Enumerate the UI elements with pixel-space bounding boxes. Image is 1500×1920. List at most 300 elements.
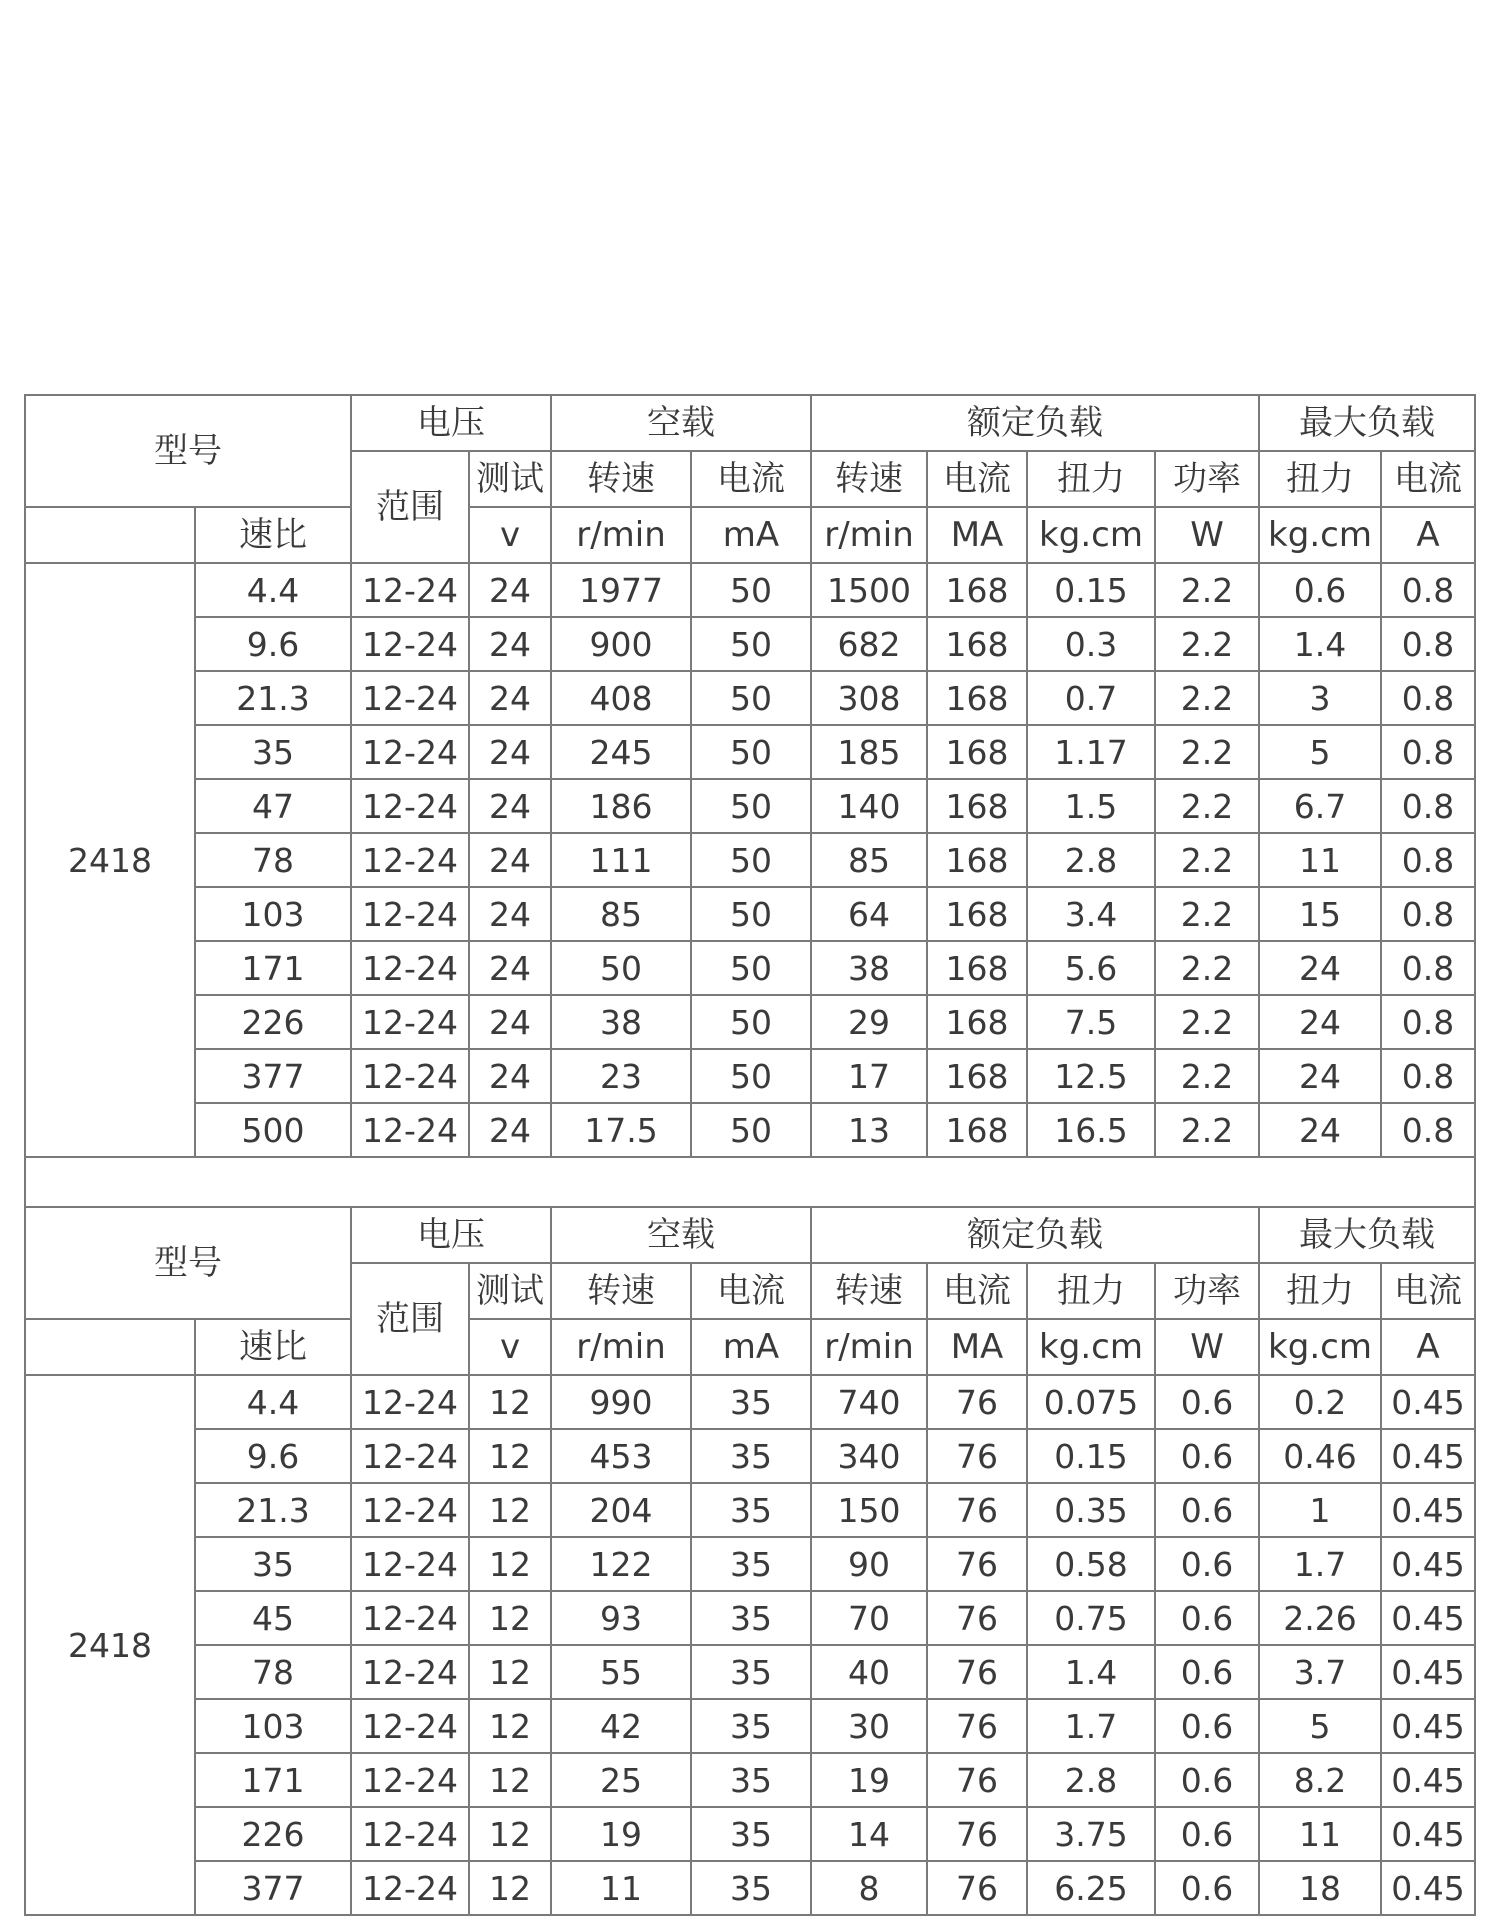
no-load-current-cell: 50	[691, 1103, 811, 1157]
no-load-current-cell: 50	[691, 779, 811, 833]
max-torque-cell: 24	[1259, 941, 1381, 995]
range-cell: 12-24	[351, 1483, 469, 1537]
no-load-speed-cell: 85	[551, 887, 691, 941]
max-torque-cell: 0.46	[1259, 1429, 1381, 1483]
range-cell: 12-24	[351, 995, 469, 1049]
rated-current-cell: 76	[927, 1753, 1027, 1807]
no-load-speed-cell: 17.5	[551, 1103, 691, 1157]
rated-power-cell: 0.6	[1155, 1429, 1259, 1483]
test-voltage-cell: 24	[469, 563, 551, 617]
ratio-cell: 103	[195, 887, 351, 941]
rated-current-cell: 168	[927, 725, 1027, 779]
rated-power-cell: 2.2	[1155, 1049, 1259, 1103]
ratio-cell: 78	[195, 833, 351, 887]
rated-torque-header: 扭力	[1027, 1263, 1155, 1319]
no-load-current-cell: 50	[691, 671, 811, 725]
motor-spec-table	[24, 394, 1476, 1916]
rated-speed-header: 转速	[811, 1263, 927, 1319]
no-load-current-cell: 35	[691, 1645, 811, 1699]
unit-w: W	[1155, 1319, 1259, 1375]
unit-kgcm: kg.cm	[1259, 1319, 1381, 1375]
rated-power-cell: 0.6	[1155, 1645, 1259, 1699]
test-voltage-cell: 12	[469, 1429, 551, 1483]
max-current-cell: 0.8	[1381, 887, 1475, 941]
unit-a: A	[1381, 507, 1475, 563]
max-current-cell: 0.8	[1381, 671, 1475, 725]
ratio-cell: 226	[195, 1807, 351, 1861]
max-current-cell: 0.45	[1381, 1645, 1475, 1699]
max-current-cell: 0.8	[1381, 941, 1475, 995]
range-cell: 12-24	[351, 1753, 469, 1807]
range-cell: 12-24	[351, 1645, 469, 1699]
no-load-speed-cell: 50	[551, 941, 691, 995]
no-load-speed-cell: 990	[551, 1375, 691, 1429]
max-current-cell: 0.45	[1381, 1807, 1475, 1861]
table-row	[25, 833, 1475, 887]
test-voltage-cell: 12	[469, 1753, 551, 1807]
range-cell: 12-24	[351, 725, 469, 779]
max-torque-cell: 0.2	[1259, 1375, 1381, 1429]
max-current-cell: 0.45	[1381, 1699, 1475, 1753]
ratio-cell: 4.4	[195, 1375, 351, 1429]
rated-current-cell: 168	[927, 995, 1027, 1049]
no-load-current-cell: 50	[691, 617, 811, 671]
max-current-cell: 0.45	[1381, 1861, 1475, 1915]
rated-speed-cell: 185	[811, 725, 927, 779]
table-row	[25, 1103, 1475, 1157]
test-voltage-cell: 12	[469, 1699, 551, 1753]
max-torque-cell: 11	[1259, 1807, 1381, 1861]
test-header: 测试	[469, 1263, 551, 1319]
rated-current-cell: 76	[927, 1375, 1027, 1429]
range-header: 范围	[351, 451, 469, 563]
test-voltage-cell: 24	[469, 1103, 551, 1157]
test-voltage-cell: 24	[469, 833, 551, 887]
max-load-header: 最大负载	[1259, 1207, 1475, 1263]
rated-speed-cell: 85	[811, 833, 927, 887]
no-load-header: 空载	[551, 1207, 811, 1263]
unit-rpm: r/min	[551, 507, 691, 563]
rated-power-cell: 0.6	[1155, 1591, 1259, 1645]
test-header: 测试	[469, 451, 551, 507]
max-torque-cell: 3	[1259, 671, 1381, 725]
no-load-current-cell: 35	[691, 1429, 811, 1483]
table-row	[25, 617, 1475, 671]
max-current-cell: 0.8	[1381, 1103, 1475, 1157]
rated-torque-cell: 3.4	[1027, 887, 1155, 941]
no-load-header: 空载	[551, 395, 811, 451]
range-header: 范围	[351, 1263, 469, 1375]
max-current-cell: 0.45	[1381, 1375, 1475, 1429]
ratio-cell: 21.3	[195, 1483, 351, 1537]
no-load-speed-cell: 93	[551, 1591, 691, 1645]
ratio-cell: 47	[195, 779, 351, 833]
rated-speed-cell: 140	[811, 779, 927, 833]
rated-torque-cell: 12.5	[1027, 1049, 1155, 1103]
table-row	[25, 1591, 1475, 1645]
no-load-speed-cell: 25	[551, 1753, 691, 1807]
test-voltage-cell: 24	[469, 1049, 551, 1103]
table-row	[25, 887, 1475, 941]
range-cell: 12-24	[351, 1807, 469, 1861]
max-torque-cell: 24	[1259, 1103, 1381, 1157]
no-load-current-cell: 50	[691, 995, 811, 1049]
rated-power-header: 功率	[1155, 1263, 1259, 1319]
range-cell: 12-24	[351, 833, 469, 887]
no-load-current-cell: 50	[691, 1049, 811, 1103]
no-load-speed-cell: 23	[551, 1049, 691, 1103]
rated-load-header: 额定负载	[811, 395, 1259, 451]
rated-speed-cell: 308	[811, 671, 927, 725]
no-load-current-header: 电流	[691, 451, 811, 507]
unit-ma: mA	[691, 507, 811, 563]
rated-speed-cell: 19	[811, 1753, 927, 1807]
rated-current-cell: 76	[927, 1537, 1027, 1591]
test-voltage-cell: 24	[469, 671, 551, 725]
rated-speed-cell: 14	[811, 1807, 927, 1861]
table-row	[25, 995, 1475, 1049]
table-row	[25, 1807, 1475, 1861]
unit-kgcm: kg.cm	[1027, 1319, 1155, 1375]
max-current-header: 电流	[1381, 1263, 1475, 1319]
table-row	[25, 1049, 1475, 1103]
table-row	[25, 671, 1475, 725]
no-load-speed-cell: 453	[551, 1429, 691, 1483]
rated-current-cell: 168	[927, 1049, 1027, 1103]
max-current-cell: 0.45	[1381, 1429, 1475, 1483]
rated-speed-cell: 38	[811, 941, 927, 995]
test-voltage-cell: 24	[469, 941, 551, 995]
rated-current-cell: 76	[927, 1483, 1027, 1537]
test-voltage-cell: 12	[469, 1807, 551, 1861]
rated-current-cell: 76	[927, 1807, 1027, 1861]
rated-power-header: 功率	[1155, 451, 1259, 507]
test-voltage-cell: 24	[469, 617, 551, 671]
range-cell: 12-24	[351, 1375, 469, 1429]
range-cell: 12-24	[351, 671, 469, 725]
model-header: 型号	[25, 395, 351, 507]
unit-ma-rated: MA	[927, 507, 1027, 563]
table-row	[25, 1537, 1475, 1591]
ratio-cell: 35	[195, 725, 351, 779]
no-load-current-cell: 35	[691, 1753, 811, 1807]
table-row	[25, 1375, 1475, 1429]
rated-torque-header: 扭力	[1027, 451, 1155, 507]
rated-speed-cell: 90	[811, 1537, 927, 1591]
ratio-cell: 78	[195, 1645, 351, 1699]
no-load-speed-cell: 1977	[551, 563, 691, 617]
range-cell: 12-24	[351, 941, 469, 995]
max-current-cell: 0.45	[1381, 1591, 1475, 1645]
no-load-current-cell: 50	[691, 887, 811, 941]
rated-current-cell: 168	[927, 779, 1027, 833]
max-torque-cell: 0.6	[1259, 563, 1381, 617]
unit-rpm: r/min	[811, 507, 927, 563]
rated-torque-cell: 0.15	[1027, 563, 1155, 617]
rated-speed-cell: 682	[811, 617, 927, 671]
max-torque-header: 扭力	[1259, 451, 1381, 507]
test-voltage-cell: 12	[469, 1861, 551, 1915]
no-load-current-cell: 35	[691, 1483, 811, 1537]
range-cell: 12-24	[351, 887, 469, 941]
no-load-current-cell: 50	[691, 563, 811, 617]
no-load-speed-cell: 55	[551, 1645, 691, 1699]
rated-load-header: 额定负载	[811, 1207, 1259, 1263]
rated-current-cell: 76	[927, 1591, 1027, 1645]
rated-torque-cell: 0.3	[1027, 617, 1155, 671]
ratio-cell: 35	[195, 1537, 351, 1591]
no-load-current-cell: 35	[691, 1699, 811, 1753]
range-cell: 12-24	[351, 1861, 469, 1915]
rated-power-cell: 0.6	[1155, 1753, 1259, 1807]
ratio-cell: 45	[195, 1591, 351, 1645]
rated-power-cell: 2.2	[1155, 779, 1259, 833]
rated-torque-cell: 5.6	[1027, 941, 1155, 995]
rated-current-cell: 168	[927, 1103, 1027, 1157]
rated-power-cell: 2.2	[1155, 833, 1259, 887]
rated-current-header: 电流	[927, 1263, 1027, 1319]
rated-speed-cell: 29	[811, 995, 927, 1049]
rated-torque-cell: 2.8	[1027, 1753, 1155, 1807]
voltage-header: 电压	[351, 395, 551, 451]
unit-a: A	[1381, 1319, 1475, 1375]
unit-v: v	[469, 1319, 551, 1375]
rated-current-cell: 76	[927, 1861, 1027, 1915]
ratio-cell: 9.6	[195, 617, 351, 671]
range-cell: 12-24	[351, 617, 469, 671]
rated-speed-cell: 340	[811, 1429, 927, 1483]
no-load-speed-header: 转速	[551, 451, 691, 507]
ratio-cell: 9.6	[195, 1429, 351, 1483]
max-current-cell: 0.45	[1381, 1537, 1475, 1591]
test-voltage-cell: 12	[469, 1537, 551, 1591]
rated-torque-cell: 16.5	[1027, 1103, 1155, 1157]
max-torque-cell: 15	[1259, 887, 1381, 941]
rated-power-cell: 0.6	[1155, 1807, 1259, 1861]
max-torque-cell: 18	[1259, 1861, 1381, 1915]
header-row	[25, 1319, 1475, 1375]
ratio-header: 速比	[195, 507, 351, 563]
no-load-speed-cell: 408	[551, 671, 691, 725]
rated-speed-cell: 740	[811, 1375, 927, 1429]
rated-power-cell: 2.2	[1155, 887, 1259, 941]
rated-speed-cell: 64	[811, 887, 927, 941]
voltage-header: 电压	[351, 1207, 551, 1263]
no-load-speed-cell: 122	[551, 1537, 691, 1591]
rated-torque-cell: 0.075	[1027, 1375, 1155, 1429]
model-blank-cell	[25, 507, 195, 563]
no-load-speed-cell: 111	[551, 833, 691, 887]
spec-sheet	[24, 394, 1474, 1916]
no-load-current-cell: 35	[691, 1861, 811, 1915]
max-torque-cell: 6.7	[1259, 779, 1381, 833]
unit-rpm: r/min	[811, 1319, 927, 1375]
ratio-cell: 21.3	[195, 671, 351, 725]
no-load-speed-cell: 42	[551, 1699, 691, 1753]
no-load-speed-cell: 38	[551, 995, 691, 1049]
table-row	[25, 1645, 1475, 1699]
rated-power-cell: 0.6	[1155, 1861, 1259, 1915]
max-torque-cell: 8.2	[1259, 1753, 1381, 1807]
model-cell: 2418	[25, 563, 195, 1157]
max-current-cell: 0.8	[1381, 995, 1475, 1049]
max-current-cell: 0.45	[1381, 1753, 1475, 1807]
rated-torque-cell: 0.58	[1027, 1537, 1155, 1591]
ratio-cell: 103	[195, 1699, 351, 1753]
table-row	[25, 1861, 1475, 1915]
rated-power-cell: 2.2	[1155, 1103, 1259, 1157]
rated-torque-cell: 0.7	[1027, 671, 1155, 725]
rated-torque-cell: 0.75	[1027, 1591, 1155, 1645]
max-torque-cell: 11	[1259, 833, 1381, 887]
no-load-current-cell: 35	[691, 1375, 811, 1429]
max-current-cell: 0.8	[1381, 563, 1475, 617]
max-current-cell: 0.8	[1381, 1049, 1475, 1103]
header-row	[25, 1207, 1475, 1263]
rated-current-cell: 76	[927, 1429, 1027, 1483]
ratio-cell: 377	[195, 1861, 351, 1915]
rated-speed-cell: 8	[811, 1861, 927, 1915]
rated-speed-cell: 40	[811, 1645, 927, 1699]
test-voltage-cell: 12	[469, 1375, 551, 1429]
ratio-header: 速比	[195, 1319, 351, 1375]
no-load-speed-cell: 186	[551, 779, 691, 833]
rated-power-cell: 2.2	[1155, 725, 1259, 779]
table-row	[25, 1753, 1475, 1807]
unit-w: W	[1155, 507, 1259, 563]
unit-ma: mA	[691, 1319, 811, 1375]
unit-kgcm: kg.cm	[1027, 507, 1155, 563]
model-header: 型号	[25, 1207, 351, 1319]
header-row	[25, 507, 1475, 563]
ratio-cell: 171	[195, 1753, 351, 1807]
range-cell: 12-24	[351, 563, 469, 617]
test-voltage-cell: 24	[469, 887, 551, 941]
max-current-cell: 0.45	[1381, 1483, 1475, 1537]
table-row	[25, 941, 1475, 995]
no-load-speed-header: 转速	[551, 1263, 691, 1319]
rated-current-cell: 76	[927, 1699, 1027, 1753]
rated-speed-cell: 17	[811, 1049, 927, 1103]
no-load-speed-cell: 204	[551, 1483, 691, 1537]
table-row	[25, 563, 1475, 617]
ratio-cell: 377	[195, 1049, 351, 1103]
rated-speed-cell: 13	[811, 1103, 927, 1157]
ratio-cell: 171	[195, 941, 351, 995]
test-voltage-cell: 24	[469, 779, 551, 833]
range-cell: 12-24	[351, 779, 469, 833]
unit-rpm: r/min	[551, 1319, 691, 1375]
rated-power-cell: 2.2	[1155, 617, 1259, 671]
test-voltage-cell: 12	[469, 1591, 551, 1645]
max-current-cell: 0.8	[1381, 779, 1475, 833]
range-cell: 12-24	[351, 1103, 469, 1157]
rated-torque-cell: 3.75	[1027, 1807, 1155, 1861]
no-load-speed-cell: 11	[551, 1861, 691, 1915]
rated-current-cell: 168	[927, 617, 1027, 671]
table-row	[25, 1429, 1475, 1483]
ratio-cell: 4.4	[195, 563, 351, 617]
separator-cell	[25, 1157, 1475, 1207]
rated-torque-cell: 0.15	[1027, 1429, 1155, 1483]
rated-torque-cell: 1.4	[1027, 1645, 1155, 1699]
test-voltage-cell: 12	[469, 1483, 551, 1537]
rated-power-cell: 0.6	[1155, 1537, 1259, 1591]
no-load-current-header: 电流	[691, 1263, 811, 1319]
model-cell: 2418	[25, 1375, 195, 1915]
range-cell: 12-24	[351, 1699, 469, 1753]
range-cell: 12-24	[351, 1429, 469, 1483]
max-torque-cell: 1.7	[1259, 1537, 1381, 1591]
rated-speed-cell: 30	[811, 1699, 927, 1753]
rated-current-cell: 76	[927, 1645, 1027, 1699]
rated-torque-cell: 1.5	[1027, 779, 1155, 833]
table-row	[25, 725, 1475, 779]
rated-power-cell: 2.2	[1155, 995, 1259, 1049]
no-load-current-cell: 35	[691, 1591, 811, 1645]
no-load-current-cell: 35	[691, 1537, 811, 1591]
table-row	[25, 1699, 1475, 1753]
no-load-speed-cell: 245	[551, 725, 691, 779]
range-cell: 12-24	[351, 1537, 469, 1591]
max-current-cell: 0.8	[1381, 833, 1475, 887]
max-torque-cell: 2.26	[1259, 1591, 1381, 1645]
rated-power-cell: 0.6	[1155, 1699, 1259, 1753]
rated-torque-cell: 1.7	[1027, 1699, 1155, 1753]
rated-speed-header: 转速	[811, 451, 927, 507]
max-load-header: 最大负载	[1259, 395, 1475, 451]
no-load-current-cell: 50	[691, 725, 811, 779]
max-torque-cell: 24	[1259, 995, 1381, 1049]
rated-power-cell: 0.6	[1155, 1483, 1259, 1537]
max-torque-cell: 5	[1259, 725, 1381, 779]
rated-power-cell: 2.2	[1155, 671, 1259, 725]
max-torque-cell: 3.7	[1259, 1645, 1381, 1699]
table-separator	[25, 1157, 1475, 1207]
max-torque-cell: 1	[1259, 1483, 1381, 1537]
ratio-cell: 226	[195, 995, 351, 1049]
max-torque-cell: 5	[1259, 1699, 1381, 1753]
rated-current-cell: 168	[927, 941, 1027, 995]
no-load-speed-cell: 900	[551, 617, 691, 671]
unit-v: v	[469, 507, 551, 563]
table-row	[25, 779, 1475, 833]
max-current-header: 电流	[1381, 451, 1475, 507]
rated-torque-cell: 2.8	[1027, 833, 1155, 887]
rated-speed-cell: 1500	[811, 563, 927, 617]
test-voltage-cell: 24	[469, 725, 551, 779]
rated-current-cell: 168	[927, 563, 1027, 617]
no-load-speed-cell: 19	[551, 1807, 691, 1861]
no-load-current-cell: 35	[691, 1807, 811, 1861]
max-torque-cell: 24	[1259, 1049, 1381, 1103]
model-blank-cell	[25, 1319, 195, 1375]
range-cell: 12-24	[351, 1591, 469, 1645]
max-current-cell: 0.8	[1381, 617, 1475, 671]
unit-ma-rated: MA	[927, 1319, 1027, 1375]
rated-current-cell: 168	[927, 887, 1027, 941]
no-load-current-cell: 50	[691, 941, 811, 995]
test-voltage-cell: 12	[469, 1645, 551, 1699]
rated-power-cell: 2.2	[1155, 563, 1259, 617]
test-voltage-cell: 24	[469, 995, 551, 1049]
rated-current-cell: 168	[927, 671, 1027, 725]
rated-speed-cell: 70	[811, 1591, 927, 1645]
unit-kgcm: kg.cm	[1259, 507, 1381, 563]
rated-power-cell: 0.6	[1155, 1375, 1259, 1429]
rated-current-header: 电流	[927, 451, 1027, 507]
ratio-cell: 500	[195, 1103, 351, 1157]
